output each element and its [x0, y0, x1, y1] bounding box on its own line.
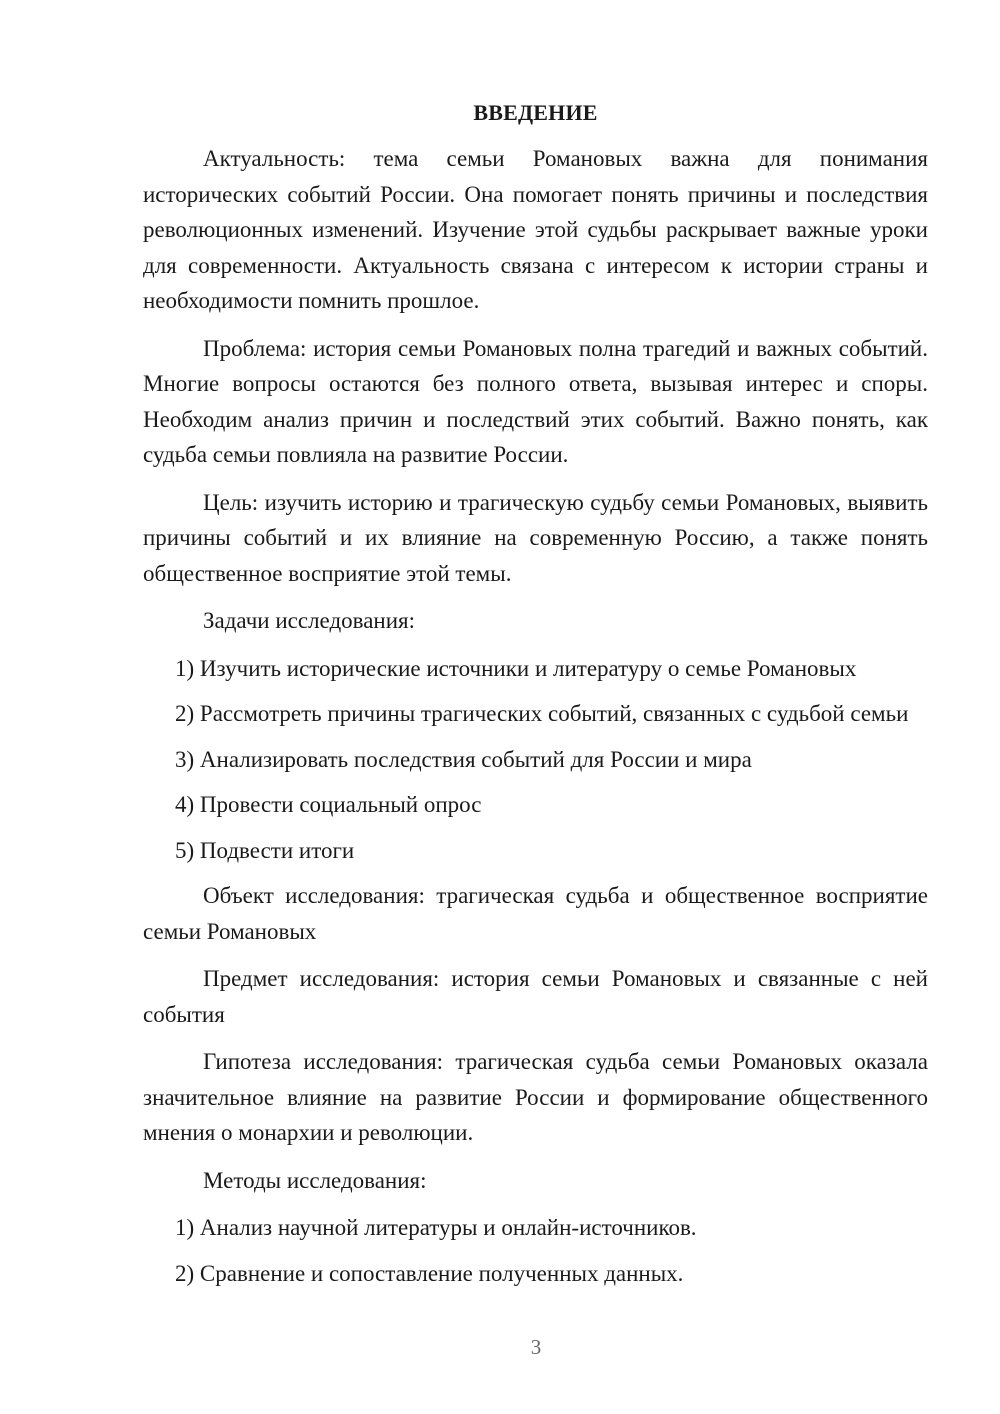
task-item-2: 2) Рассмотреть причины трагических событий, связанных с судьбой семьи — [175, 701, 909, 726]
method-item-2: 2) Сравнение и сопоставление полученных данных. — [175, 1260, 684, 1286]
relevance-paragraph: Актуальность: тема семьи Романовых важна для понимания исторических событий России. Она помогает понять причины и последствия революционных изменений. Изучение этой судьбы раскрывает важные уроки для современности. Актуальность связана с интересом к истории страны и необходимости помнить прошлое. — [143, 146, 928, 313]
problem-paragraph: Проблема: история семьи Романовых полна трагедий и важных событий. Многие вопросы остаются без полного ответа, вызывая интерес и споры. Необходим анализ причин и последствий этих событий. Важно понять, как судьба семьи повлияла на развитие России. — [143, 335, 928, 467]
task-item-1: 1) Изучить исторические источники и литературу о семье Романовых — [175, 655, 857, 681]
tasks-heading: Задачи исследования: — [203, 608, 416, 633]
method-item-1: 1) Анализ научной литературы и онлайн-источников. — [175, 1215, 697, 1240]
goal-paragraph: Цель: изучить историю и трагическую судьбу семьи Романовых, выявить причины событий и их влияние на современную Россию, а также понять общественное восприятие этой темы. — [143, 489, 928, 586]
object-paragraph: Объект исследования: трагическая судьба и общественное восприятие семьи Романовых — [143, 883, 928, 944]
subject-paragraph: Предмет исследования: история семьи Романовых и связанные с ней события — [143, 966, 928, 1027]
page-number: 3 — [530, 1335, 542, 1359]
task-item-3: 3) Анализировать последствия событий для России и мира — [175, 746, 752, 772]
task-item-4: 4) Провести социальный опрос — [175, 792, 482, 817]
hypothesis-paragraph: Гипотеза исследования: трагическая судьба семьи Романовых оказала значительное влияние на развитие России и формирование общественного мнения о монархии и революции. — [143, 1049, 928, 1145]
methods-heading: Методы исследования: — [203, 1167, 427, 1193]
page-title: ВВЕДЕНИЕ — [473, 100, 598, 125]
page-content — [143, 95, 928, 1301]
task-item-5: 5) Подвести итоги — [175, 837, 355, 863]
